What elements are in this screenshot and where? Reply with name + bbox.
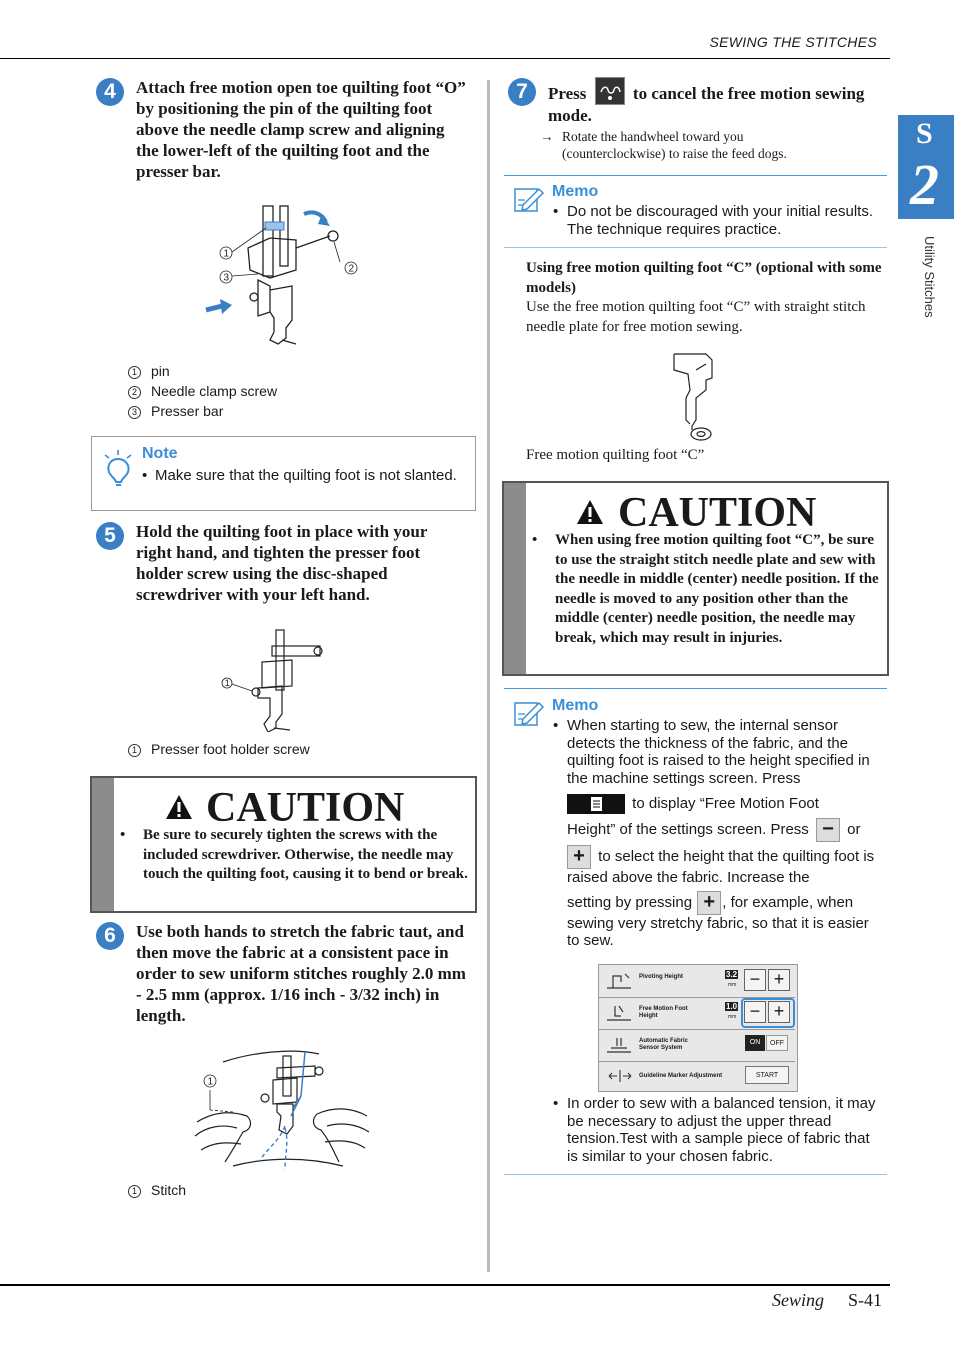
- free-motion-label: Free Motion Foot Height: [639, 1006, 688, 1019]
- step-4-badge: 4: [96, 78, 124, 106]
- note-box: [91, 436, 476, 511]
- column-divider: [487, 80, 490, 1272]
- plus-icon: +: [573, 845, 585, 867]
- settings-page-icon: [567, 794, 625, 814]
- legend-item: 2 Needle clamp screw: [128, 381, 277, 401]
- free-motion-minus-button[interactable]: [744, 1001, 766, 1023]
- legend-step-4: [128, 361, 277, 421]
- guideline-arrows-icon: [607, 1068, 633, 1084]
- legend-item: 1 Presser foot holder screw: [128, 739, 310, 759]
- note-text: • Make sure that the quilting foot is not slanted.: [142, 467, 457, 484]
- step-5-text: Hold the quilting foot in place with your right hand, and tighten the presser foot holder screw using the disc-shaped screwdriver with your left hand.: [136, 522, 428, 604]
- memo-pencil-icon: [513, 185, 545, 215]
- lightbulb-icon: [102, 449, 134, 489]
- caution-box-screws: [90, 776, 477, 913]
- chapter-tab: [898, 115, 954, 219]
- step-7-text: Press to cancel the free motion sewing mode.: [548, 77, 888, 126]
- step-4-text: Attach free motion open toe quilting foot “O” by positioning the pin of the quilting foot above the needle clamp screw and aligning the lower-left of the quilting foot and the presser bar.: [136, 78, 466, 181]
- foot-c-caption: Free motion quilting foot “C”: [526, 447, 705, 463]
- step-5-badge: 5: [96, 522, 124, 550]
- caution-title: CAUTION: [206, 785, 405, 831]
- caution-text: • Be sure to securely tighten the screws with the included screwdriver. Otherwise, the needle may touch the quilting foot, causing it to bend or break.: [120, 827, 468, 882]
- minus-icon: −: [749, 1001, 761, 1021]
- step-7-result: → Rotate the handwheel toward you (counterclockwise) to raise the feed dogs.: [540, 129, 787, 161]
- memo-pencil-icon: [513, 699, 545, 729]
- minus-icon: −: [749, 969, 761, 989]
- free-motion-icon: [596, 78, 624, 104]
- foot-c-text: Use the free motion quilting foot “C” with straight stitch needle plate for free motion sewing.: [526, 299, 866, 335]
- pivoting-value: 3.2: [726, 970, 738, 979]
- caution-box-needle-plate: [502, 481, 889, 676]
- warning-triangle-icon: [164, 793, 194, 821]
- sensor-on-button[interactable]: ON: [745, 1035, 765, 1051]
- plus-icon: +: [703, 890, 716, 913]
- legend-item: 1 Stitch: [128, 1180, 186, 1200]
- plus-icon: +: [773, 1001, 785, 1021]
- step-6-badge: 6: [96, 922, 124, 950]
- legend-item: 1 pin: [128, 361, 277, 381]
- footer-page-number: S-41: [848, 1290, 883, 1310]
- memo-1-text: • Do not be discouraged with your initial results. The technique requires practice.: [553, 203, 873, 238]
- guideline-label: Guideline Marker Adjustment: [639, 1073, 723, 1079]
- callout-3: 3: [223, 272, 230, 284]
- sensor-label: Automatic Fabric Sensor System: [639, 1038, 689, 1051]
- memo-1-bottom-rule: [504, 247, 887, 248]
- memo-2-bullet-1: • When starting to sew, the internal sensor detects the thickness of the fabric, and the quilting foot is raised to the height specified in the machine settings screen. Press to display “Free Motion Foot Height” of the settings screen. Press − or + to select the height that the quilting foot is raised above the fabric. Increase the setting by pressing + , for example, when sewing very stretchy fabric, so that it is easier to sew.: [553, 717, 875, 949]
- figure-foot-c: [666, 350, 722, 444]
- minus-icon: −: [822, 818, 834, 841]
- settings-row-sensor: [599, 1029, 795, 1062]
- chapter-tab-number: 2: [910, 152, 939, 217]
- free-motion-value: 1.0: [726, 1002, 738, 1011]
- memo-2-bullet-2: • In order to sew with a balanced tension, it may be necessary to adjust the upper thread tension.Test with a sample piece of fabric that is similar to your chosen fabric.: [553, 1095, 876, 1165]
- pivoting-minus-button[interactable]: [744, 969, 766, 991]
- settings-row-free-motion: [599, 997, 795, 1030]
- legend-step-5: [128, 739, 310, 759]
- free-motion-unit: mm: [728, 1014, 737, 1020]
- pivot-icon: [605, 970, 633, 992]
- memo-1-top-rule: [504, 175, 887, 176]
- free-motion-plus-button[interactable]: [768, 1001, 790, 1023]
- plus-button[interactable]: [697, 891, 721, 915]
- figure-stretch-fabric: [193, 1046, 373, 1174]
- plus-button[interactable]: [567, 845, 591, 869]
- callout-1: 1: [224, 678, 230, 688]
- foot-c-heading: Using free motion quilting foot “C” (optional with some models): [526, 260, 882, 296]
- settings-panel: [598, 964, 798, 1092]
- memo-2-bottom-rule: [504, 1174, 887, 1175]
- free-motion-foot-icon: [605, 1002, 633, 1024]
- plus-icon: +: [773, 969, 785, 989]
- header-section-title: SEWING THE STITCHES: [709, 34, 877, 50]
- settings-row-guideline: [599, 1061, 795, 1093]
- callout-1: 1: [207, 1076, 214, 1088]
- note-title: Note: [142, 445, 178, 462]
- free-motion-mode-button[interactable]: [595, 77, 625, 105]
- pivoting-plus-button[interactable]: [768, 969, 790, 991]
- header-rule: [0, 58, 890, 59]
- footer-section: Sewing: [772, 1290, 824, 1310]
- chapter-tab-letter: S: [916, 117, 933, 150]
- guideline-start-button[interactable]: START: [745, 1066, 789, 1084]
- sensor-off-button[interactable]: OFF: [766, 1035, 788, 1051]
- minus-button[interactable]: [816, 818, 840, 842]
- settings-button[interactable]: [567, 794, 625, 814]
- figure-tighten-screw: [218, 628, 328, 732]
- chapter-tab-label: Utility Stitches: [922, 236, 937, 318]
- legend-item: 3 Presser bar: [128, 401, 277, 421]
- memo-1-title: Memo: [552, 183, 599, 200]
- settings-row-pivoting: [599, 965, 795, 998]
- memo-2-top-rule: [504, 688, 887, 689]
- callout-1: 1: [223, 248, 230, 260]
- caution-text: • When using free motion quilting foot “C”, be sure to use the straight stitch needle plate and sew with the needle in middle (center) needle position. If the needle is moved to any position other than the middle (center) needle position, the needle may break, which may result in injuries.: [532, 532, 879, 646]
- legend-step-6: [128, 1180, 186, 1200]
- pivoting-label: Pivoting Height: [639, 974, 683, 980]
- step-6-text: Use both hands to stretch the fabric taut, and then move the fabric at a consistent pace in order to sew uniform stitches roughly 2.0 mm - 2.5 mm (approx. 1/16 inch - 3/32 inch) in length.: [136, 922, 466, 1025]
- fabric-sensor-icon: [605, 1034, 633, 1056]
- warning-triangle-icon: [575, 498, 605, 526]
- callout-2: 2: [348, 263, 355, 275]
- figure-attach-quilting-foot: [200, 200, 370, 352]
- footer-rule: [0, 1284, 890, 1286]
- memo-2-title: Memo: [552, 697, 599, 714]
- step-7-badge: 7: [508, 78, 536, 106]
- caution-title: CAUTION: [618, 490, 817, 536]
- pivoting-unit: mm: [728, 982, 737, 988]
